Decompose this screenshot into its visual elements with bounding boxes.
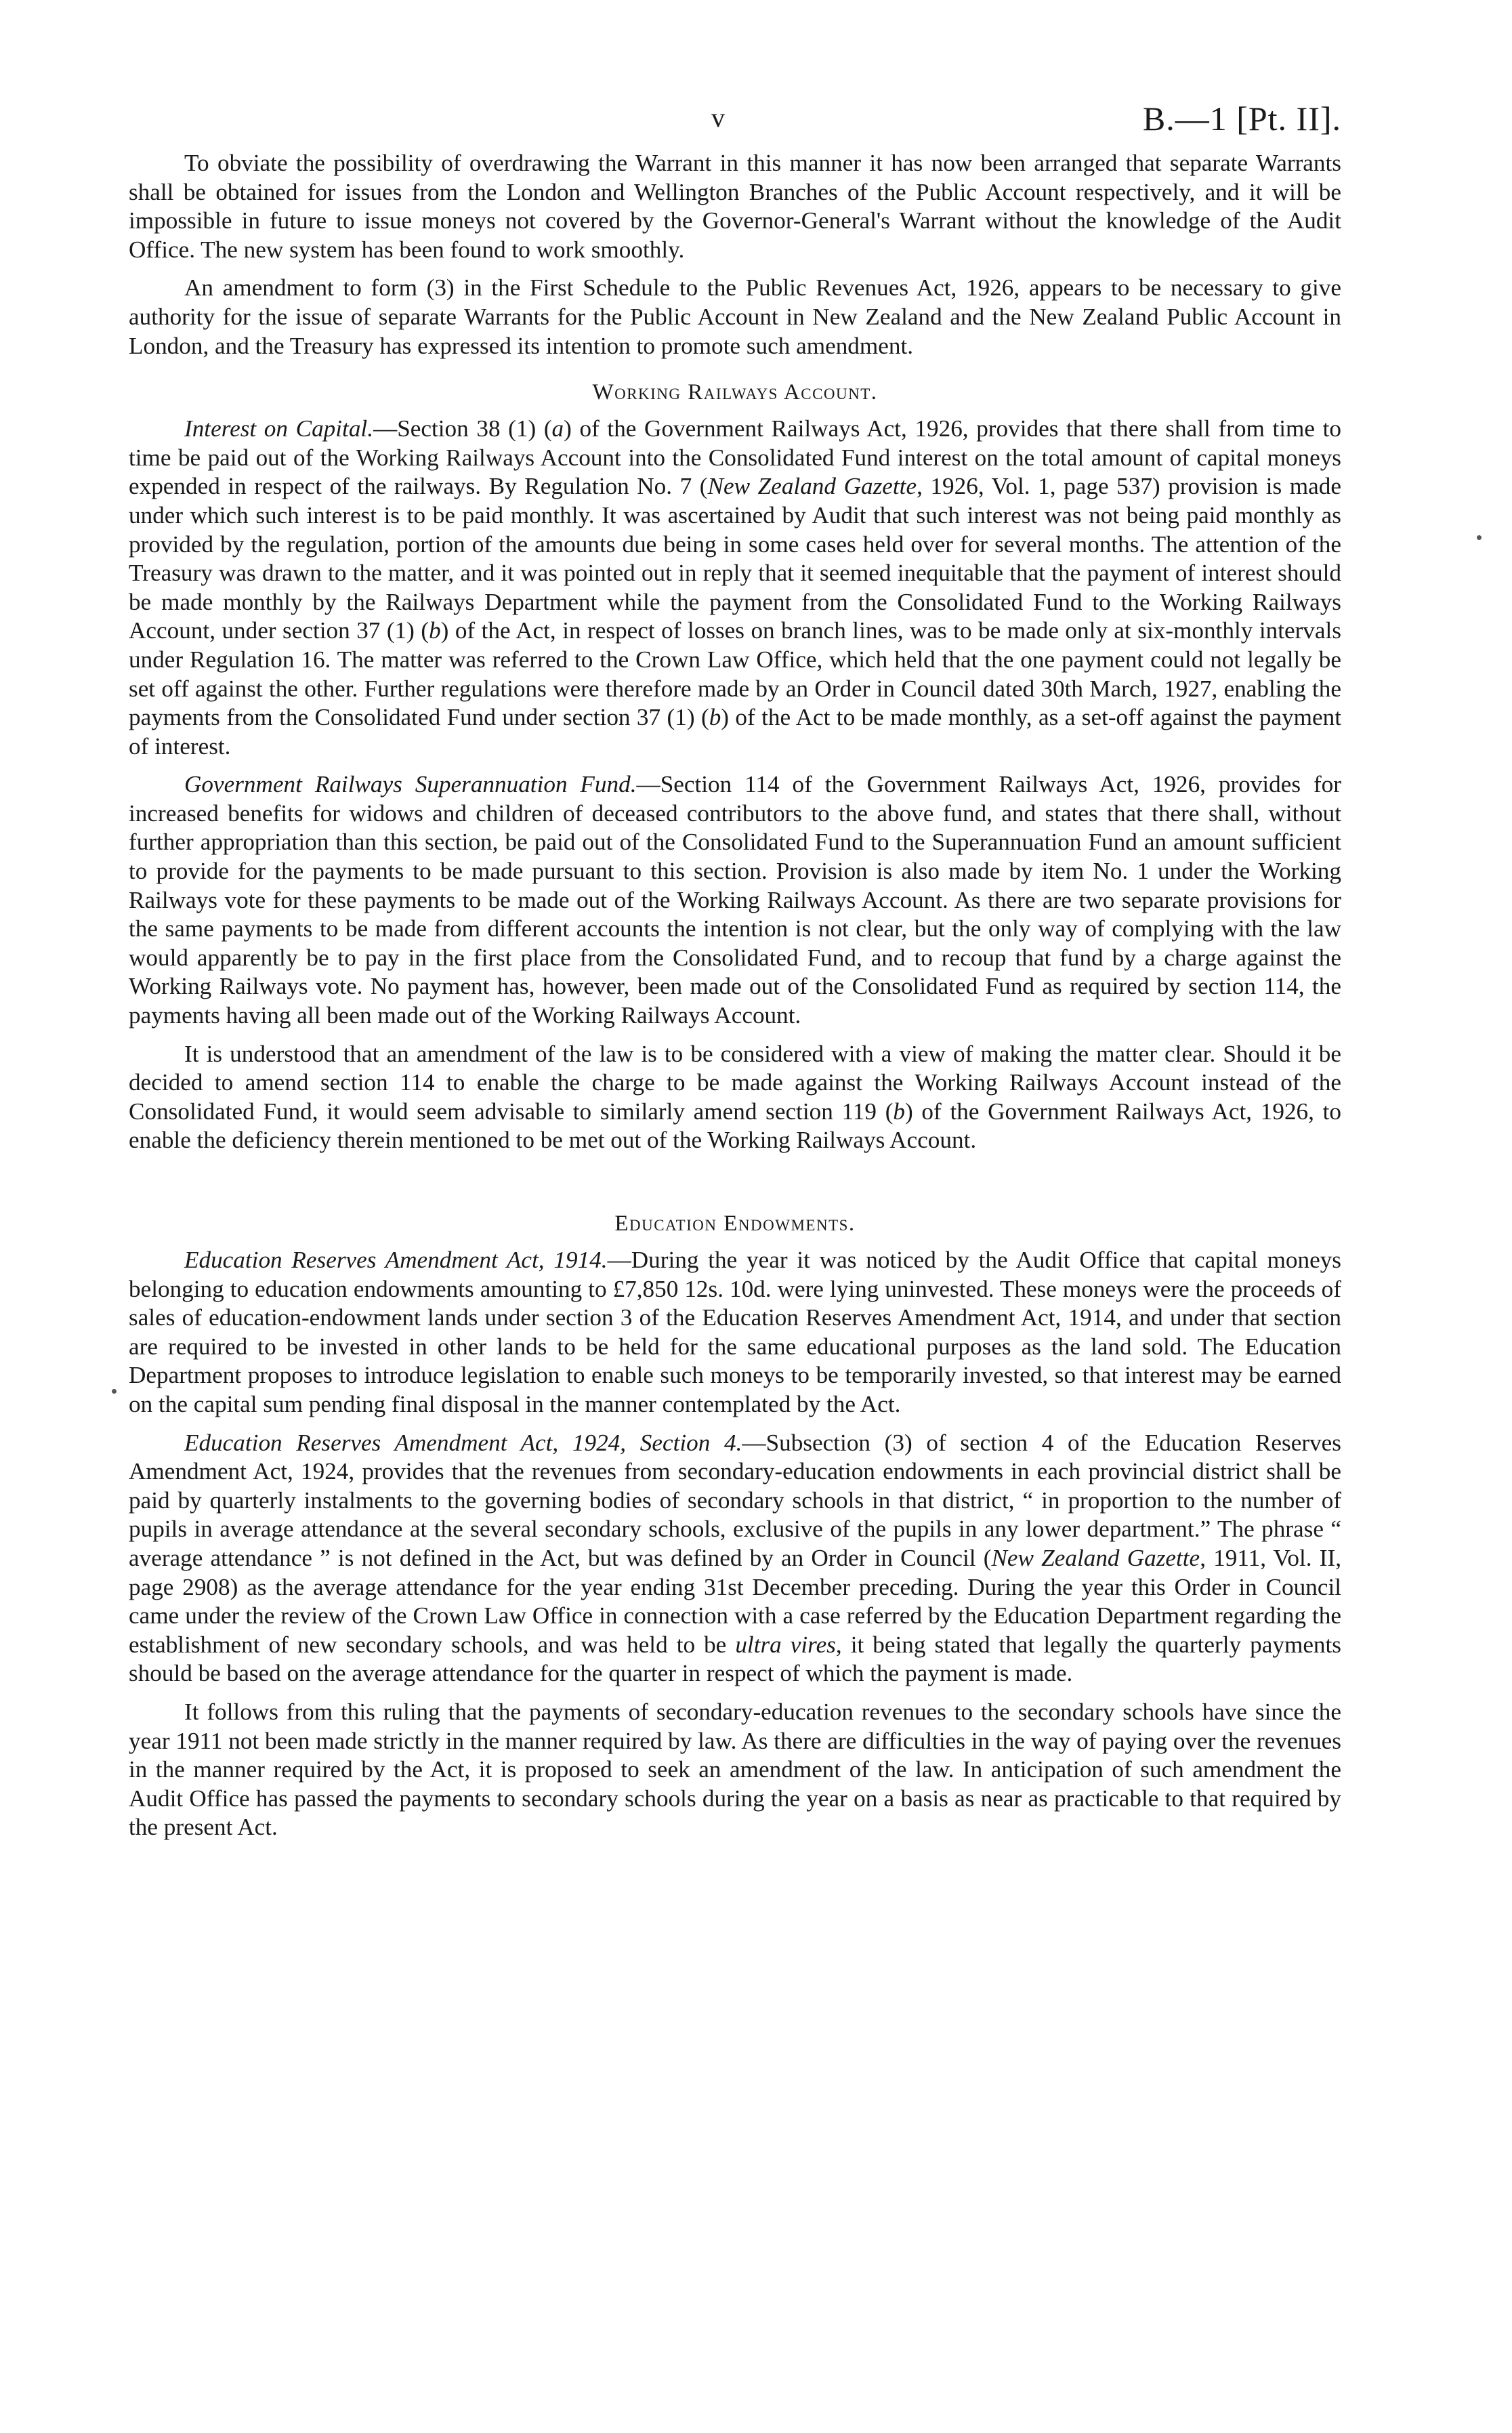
interest-clause-b: b: [429, 617, 441, 644]
act-1924-text: , 1911, Vol. II, page 2908) as the average attendance for the year ending 31st December preceding. During the year this Order in Council came under the review of the Crown Law Office in connection with a case referred by the Education Department regarding the establishment of new secondary schools, and was held to be: [129, 1544, 1341, 1658]
act-1924-gazette-title: New Zealand Gazette: [991, 1544, 1200, 1571]
scan-speck: [1477, 535, 1482, 540]
section-heading-working-railways: Working Railways Account.: [592, 380, 878, 405]
page-number: v: [711, 102, 726, 133]
understood-text: It is understood that an amendment of the law is to be considered with a view of making the matter clear. Should it be decided to amend section 114 to enable the charge to be made against the Working Railways Account instead of the Consolidated Fund, it would seem advisable to similarly amend section 119 (: [129, 1040, 1341, 1125]
paragraph-superannuation-fund: [129, 770, 1341, 1030]
act-1914-text: —During the year it was noticed by the Audit Office that capital moneys belonging to education endowments amounting to £7,850 12s. 10d. were lying uninvested. These moneys were the proceeds of sales of education-endowment lands under section 3 of the Education Reserves Amendment Act, 1914, and under that section are required to be invested in other lands to be held for the same educational purposes as the land sold. The Education Department proposes to introduce legislation to enable such moneys to be temporarily invested, so that interest may be earned on the capital sum pending final disposal in the manner contemplated by the Act.: [129, 1247, 1341, 1417]
superannuation-lead: Government Railways Superannuation Fund.: [184, 771, 637, 798]
interest-text: , 1926, Vol. 1, page 537) provision is made under which such interest is to be paid monthly. It was ascertained by Audit that such interest was not being paid monthly as provided by the regulation, portion of the amounts due being in some cases held over for several months. The attention of the Treasury was drawn to the matter, and it was pointed out in reply that it seemed inequitable that the payment of interest should be made monthly by the Railways Department while the payment from the Consolidated Fund to the Working Railways Account, under section 37 (1) (: [129, 473, 1341, 644]
interest-gazette-title: New Zealand Gazette: [707, 473, 917, 500]
understood-text: ) of the Government Railways Act, 1926, to enable the deficiency therein mentioned to be met out of the Working Railways Account.: [129, 1098, 1342, 1154]
interest-clause-b: b: [709, 704, 721, 731]
understood-clause-b: b: [893, 1098, 906, 1125]
document-reference: B.—1 [Pt. II].: [1142, 100, 1341, 138]
interest-lead: Interest on Capital.: [184, 415, 373, 442]
superannuation-text: —Section 114 of the Government Railways Act, 1926, provides for increased benefits for widows and children of deceased contributors to the above fund, and states that there shall, without further appropriation than this section, be paid out of the Consolidated Fund to the Superannuation Fund an amount sufficient to provide for the payments to be made pursuant to this section. Provision is also made by item No. 1 under the Working Railways vote for these payments to be made out of the Working Railways Account. As there are two separate provisions for the same payments to be made from different accounts the intention is not clear, but the only way of complying with the law would apparently be to pay in the first place from the Consolidated Fund, and to recoup that fund by a charge against the Working Railways vote. No payment has, however, been made out of the Consolidated Fund as required by section 114, the payments having all been made out of the Working Railways Account.: [129, 771, 1341, 1029]
interest-text: ) of the Act, in respect of losses on branch lines, was to be made only at six-monthly intervals under Regulation 16. The matter was referred to the Crown Law Office, which held that the one payment could not legally be set off against the other. Further regulations were therefore made by an Order in Council dated 30th March, 1927, enabling the payments from the Consolidated Fund under section 37 (1) (: [129, 617, 1341, 731]
page-header: [129, 102, 1341, 149]
paragraph-amendment-understood: [129, 1040, 1341, 1155]
interest-text: ) of the Act to be made monthly, as a set-off against the payment of interest.: [129, 704, 1341, 760]
act-1924-text: , it being stated that legally the quarterly payments should be based on the average attendance for the quarter in respect of which the payment is made.: [129, 1631, 1341, 1687]
paragraph-act-1924: [129, 1429, 1341, 1688]
act-1924-text: —Subsection (3) of section 4 of the Education Reserves Amendment Act, 1924, provides that the revenues from secondary-education endowments in each provincial district shall be paid by quarterly instalments to the governing bodies of secondary schools in that district, “ in proportion to the number of pupils in average attendance at the several secondary schools, exclusive of the pupils in any lower department.” The phrase “ average attendance ” is not defined in the Act, but was defined by an Order in Council (: [129, 1429, 1341, 1571]
paragraph-interest-on-capital: [129, 415, 1341, 761]
act-1924-ultra-vires: ultra vires: [735, 1631, 836, 1658]
interest-text: ) of the Government Railways Act, 1926, provides that there shall from time to time be paid out of the Working Railways Account into the Consolidated Fund interest on the total amount of capital moneys expended in respect of the railways. By Regulation No. 7 (: [129, 415, 1341, 500]
intro-paragraph-amendment: An amendment to form (3) in the First Schedule to the Public Revenues Act, 1926, appears to be necessary to give authority for the issue of separate Warrants for the Public Account in New Zealand and the New Zealand Public Account in London, and the Treasury has expressed its intention to promote such amendment.: [129, 274, 1341, 359]
act-1924-lead: Education Reserves Amendment Act, 1924, Section 4.: [184, 1429, 742, 1456]
scan-speck: [112, 1389, 117, 1394]
document-page: [129, 102, 1341, 1852]
paragraph-act-1914: [129, 1246, 1341, 1419]
intro-paragraph-warrants: To obviate the possibility of overdrawing the Warrant in this manner it has now been arranged that separate Warrants shall be obtained for issues from the London and Wellington Branches of the Public Account respectively, and it will be impossible in future to issue moneys not covered by the Governor-General's Warrant without the knowledge of the Audit Office. The new system has been found to work smoothly.: [129, 150, 1341, 263]
interest-clause-a: a: [551, 415, 564, 442]
section-heading-education-endowments: Education Endowments.: [614, 1211, 856, 1236]
act-1914-lead: Education Reserves Amendment Act, 1914.: [184, 1247, 608, 1273]
interest-text: —Section 38 (1) (: [373, 415, 552, 442]
paragraph-ruling-follows: It follows from this ruling that the payments of secondary-education revenues to the secondary schools have since the year 1911 not been made strictly in the manner required by law. As there are difficulties in the way of paying over the revenues in the manner required by the Act, it is proposed to seek an amendment of the law. In anticipation of such amendment the Audit Office has passed the payments to secondary schools during the year on a basis as near as practicable to that required by the present Act.: [129, 1698, 1341, 1841]
